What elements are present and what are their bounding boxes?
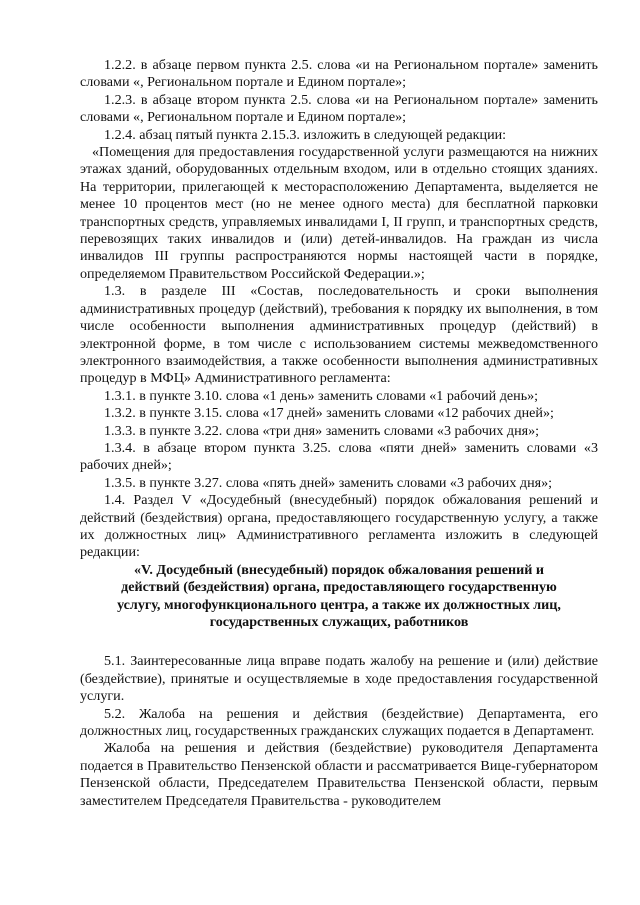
paragraph-5-1: 5.1. Заинтересованные лица вправе подать жалобу на решение и (или) действие (бездействие), принятые и осуществляемые в ходе предоставления государственной услуги.	[80, 653, 598, 705]
section-heading-line: действий (бездействия) органа, предоставляющего государственную	[121, 579, 557, 596]
paragraph-1-3: 1.3. в разделе III «Состав, последовательность и сроки выполнения административных процедур (действий), требования к порядку их выполнения, в том числе особенности выполнения административных процедур (действий) в электронной форме, в том числе с использованием системы межведомственного электронного взаимодействия, а также особенности выполнения административных процедур в МФЦ» Административного регламента:	[80, 283, 598, 387]
section-heading	[80, 562, 598, 632]
paragraph-1-3-5: 1.3.5. в пункте 3.27. слова «пять дней» заменить словами «3 рабочих дня»;	[104, 474, 553, 491]
paragraph-1-3-2: 1.3.2. в пункте 3.15. слова «17 дней» заменить словами «12 рабочих дней»;	[104, 405, 554, 422]
paragraph-1-3-3: 1.3.3. в пункте 3.22. слова «три дня» заменить словами «3 рабочих дня»;	[104, 422, 540, 439]
paragraph-1-4: 1.4. Раздел V «Досудебный (внесудебный) порядок обжалования решений и действий (бездействия) органа, предоставляющего государственную услугу, а также их должностных лиц» Административного регламента изложить в следующей редакции:	[80, 492, 598, 561]
paragraph-1-2-2: 1.2.2. в абзаце первом пункта 2.5. слова «и на Региональном портале» заменить словами «, Региональном портале и Едином портале»;	[80, 57, 598, 91]
section-heading-line: «V. Досудебный (внесудебный) порядок обжалования решений и	[133, 561, 545, 578]
paragraph-1-2-4: 1.2.4. абзац пятый пункта 2.15.3. изложить в следующей редакции:	[104, 126, 507, 143]
paragraph-1-3-4: 1.3.4. в абзаце втором пункта 3.25. слова «пяти дней» заменить словами «3 рабочих дней»;	[80, 439, 598, 474]
section-heading-line: государственных служащих, работников	[209, 614, 469, 630]
section-heading-line: услугу, многофункционального центра, а также их должностных лиц,	[117, 596, 561, 613]
quoted-paragraph: «Помещения для предоставления государственной услуги размещаются на нижних этажах зданий, оборудованных отдельным входом, или в отдельно стоящих зданиях. На территории, прилегающей к месторасположению Департамента, выделяется не менее 10 процентов мест (но не менее одного места) для бесплатной парковки транспортных средств, управляемых инвалидами I, II групп, и транспортных средств, перевозящих таких инвалидов и (или) детей-инвалидов. На граждан из числа инвалидов III группы распространяются нормы настоящей части в порядке, определяемом Правительством Российской Федерации.»;	[80, 144, 598, 282]
paragraph-1-2-3: 1.2.3. в абзаце втором пункта 2.5. слова «и на Региональном портале» заменить словами «, Региональном портале и Едином портале»;	[80, 91, 598, 126]
paragraph-complaint-head: Жалоба на решения и действия (бездействие) руководителя Департамента подается в Правительство Пензенской области и рассматривается Вице-губернатором Пензенской области, Председателем Правительства Пензенской области, первым заместителем Председателя Правительства - руководителем	[80, 740, 598, 809]
paragraph-1-3-1: 1.3.1. в пункте 3.10. слова «1 день» заменить словами «1 рабочий день»;	[104, 387, 539, 404]
blank-line	[80, 631, 598, 653]
paragraph-5-2: 5.2. Жалоба на решения и действия (бездействие) Департамента, его должностных лиц, государственных гражданских служащих подается в Департамент.	[80, 705, 598, 740]
